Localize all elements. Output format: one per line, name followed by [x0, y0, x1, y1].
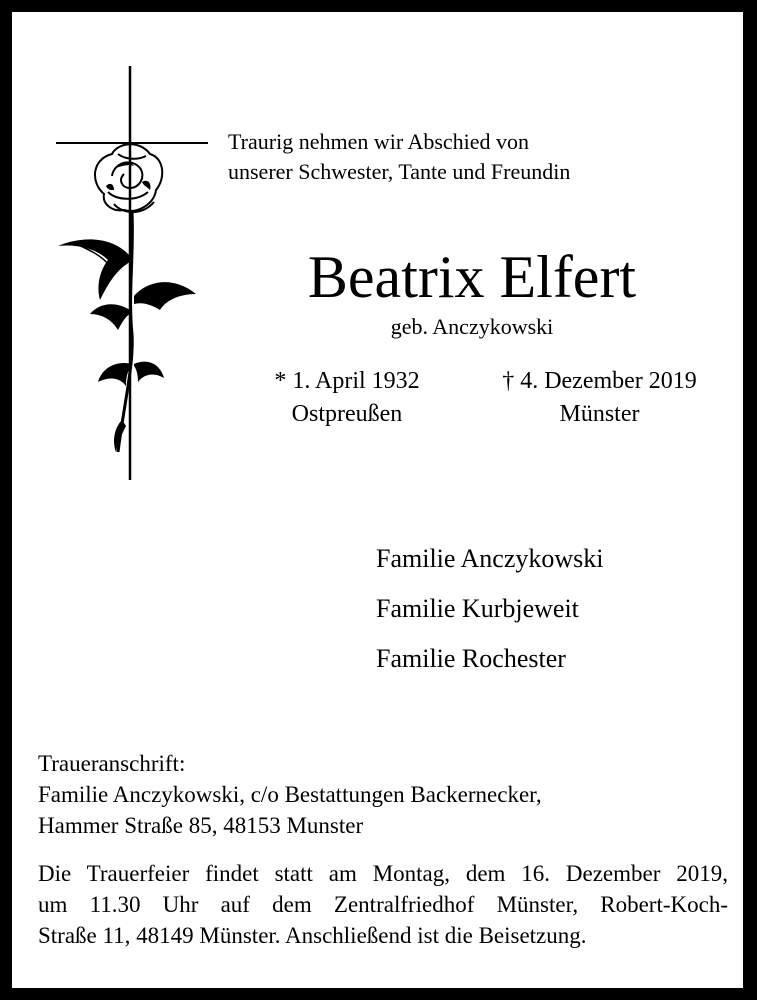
ceremony-info: [38, 858, 728, 951]
intro-line-2: unserer Schwester, Tante und Freundin: [228, 159, 571, 184]
ceremony-line-2: um 11.30 Uhr auf dem Zentralfriedhof Münster, Robert-Koch-: [38, 892, 728, 917]
maiden-name: geb. Anczykowski: [390, 314, 554, 339]
family-item: Familie Rochester: [376, 644, 566, 673]
birth-info: [247, 365, 447, 431]
address-heading: Traueranschrift:: [38, 751, 186, 776]
ceremony-line-1: Die Trauerfeier findet statt am Montag, dem 16. Dezember 2019,: [38, 861, 728, 886]
death-info: [467, 365, 732, 431]
death-place: Münster: [559, 401, 640, 427]
birth-place: Ostpreußen: [291, 401, 403, 427]
death-date: † 4. Dezember 2019: [502, 368, 697, 394]
cross-with-rose-icon: [52, 64, 212, 484]
birth-date: * 1. April 1932: [274, 368, 420, 394]
deceased-name: Beatrix Elfert: [307, 244, 637, 310]
mourning-address: [38, 748, 728, 841]
obituary-notice: [12, 12, 743, 988]
family-item: Familie Anczykowski: [376, 544, 604, 573]
intro-line-1: Traurig nehmen wir Abschied von: [228, 129, 530, 154]
address-line-1: Familie Anczykowski, c/o Bestattungen Backernecker,: [38, 782, 542, 807]
family-item: Familie Kurbjeweit: [376, 594, 579, 623]
ceremony-line-3: Straße 11, 48149 Münster. Anschließend ist die Beisetzung.: [38, 923, 587, 948]
address-line-2: Hammer Straße 85, 48153 Munster: [38, 813, 364, 838]
family-list: [376, 534, 603, 684]
intro-text: [228, 127, 708, 187]
